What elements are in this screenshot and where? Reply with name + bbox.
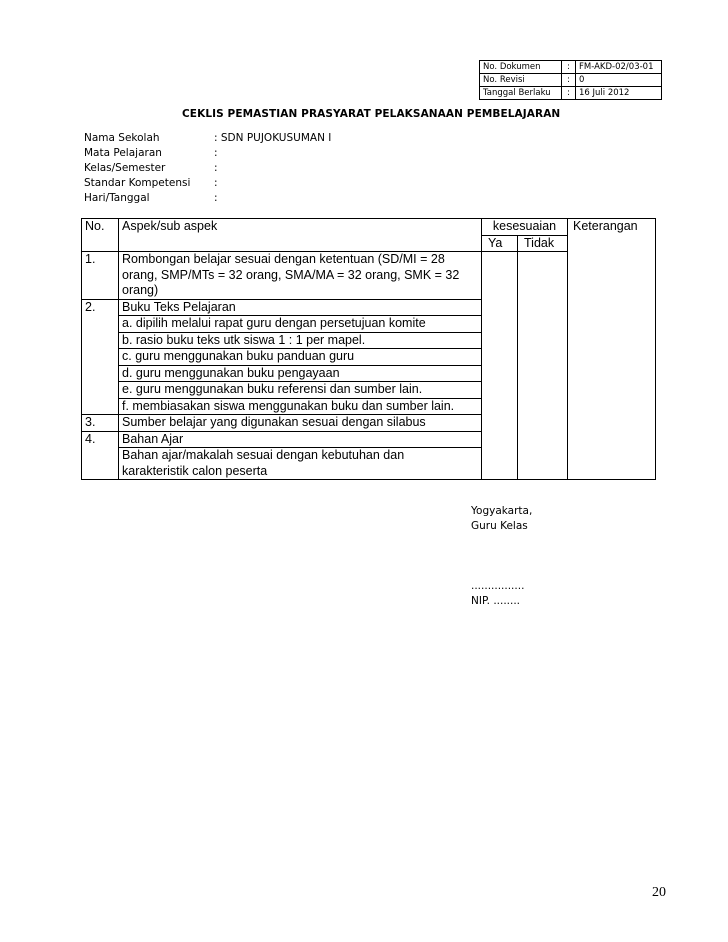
doc-info-colon: : — [562, 87, 576, 100]
signature-city: Yogyakarta, — [471, 505, 533, 517]
table-row — [82, 365, 656, 382]
header-ya: Ya — [482, 235, 518, 252]
identity-label: Hari/Tanggal — [84, 192, 150, 204]
checkbox-ya[interactable] — [482, 415, 518, 432]
checkbox-ya[interactable] — [482, 431, 518, 448]
keterangan-cell[interactable] — [568, 415, 656, 432]
sub-item: b. rasio buku teks utk siswa 1 : 1 per mapel. — [119, 332, 482, 349]
identity-value: : — [214, 177, 218, 189]
table-row — [82, 398, 656, 415]
identity-value: : — [214, 147, 218, 159]
identity-label: Kelas/Semester — [84, 162, 166, 174]
header-kesesuaian: kesesuaian — [482, 219, 568, 236]
identity-value: : SDN PUJOKUSUMAN I — [214, 132, 332, 144]
checkbox-tidak[interactable] — [518, 415, 568, 432]
sub-item: f. membiasakan siswa menggunakan buku dan sumber lain. — [119, 398, 482, 415]
doc-info-key: No. Revisi — [480, 74, 562, 87]
doc-info-colon: : — [562, 61, 576, 74]
identity-label: Nama Sekolah — [84, 132, 160, 144]
table-row — [82, 382, 656, 399]
doc-info-value: FM-AKD-02/03-01 — [576, 61, 662, 74]
doc-info-colon: : — [562, 74, 576, 87]
sub-item: c. guru menggunakan buku panduan guru — [119, 349, 482, 366]
identity-value: : — [214, 162, 218, 174]
sub-item: a. dipilih melalui rapat guru dengan persetujuan komite — [119, 316, 482, 333]
row-text: Sumber belajar yang digunakan sesuai dengan silabus — [119, 415, 482, 432]
checkbox-tidak[interactable] — [518, 299, 568, 316]
header-aspek: Aspek/sub aspek — [119, 219, 482, 252]
doc-info-key: Tanggal Berlaku — [480, 87, 562, 100]
document-info-table — [479, 60, 662, 100]
checkbox-ya[interactable] — [482, 299, 518, 316]
header-no: No. — [82, 219, 119, 252]
checklist-table — [81, 218, 656, 480]
signature-nip: NIP. ........ — [471, 595, 521, 607]
row-number: 3. — [82, 415, 119, 432]
checkbox-ya[interactable] — [482, 252, 518, 300]
signature-role: Guru Kelas — [471, 520, 528, 532]
row-number: 2. — [82, 299, 119, 316]
row-number: 4. — [82, 431, 119, 448]
header-tidak: Tidak — [518, 235, 568, 252]
table-row — [82, 415, 656, 432]
table-header-row — [82, 219, 656, 236]
sub-item: d. guru menggunakan buku pengayaan — [119, 365, 482, 382]
checkbox-tidak[interactable] — [518, 431, 568, 448]
identity-label: Mata Pelajaran — [84, 147, 162, 159]
doc-info-row — [480, 74, 662, 87]
sub-item: e. guru menggunakan buku referensi dan sumber lain. — [119, 382, 482, 399]
table-row — [82, 431, 656, 448]
table-row — [82, 316, 656, 333]
checkbox-tidak[interactable] — [518, 252, 568, 300]
table-row — [82, 299, 656, 316]
document-title: CEKLIS PEMASTIAN PRASYARAT PELAKSANAAN PEMBELAJARAN — [182, 108, 561, 120]
doc-info-key: No. Dokumen — [480, 61, 562, 74]
doc-info-row — [480, 87, 662, 100]
signature-name: ................ — [471, 580, 525, 592]
table-row — [82, 349, 656, 366]
doc-info-row — [480, 61, 662, 74]
sub-item: Bahan ajar/makalah sesuai dengan kebutuhan dan karakteristik calon peserta — [119, 448, 482, 480]
row-text: Bahan Ajar — [119, 431, 482, 448]
table-row — [82, 252, 656, 300]
table-row — [82, 448, 656, 480]
doc-info-value: 0 — [576, 74, 662, 87]
row-text: Rombongan belajar sesuai dengan ketentuan (SD/MI = 28 orang, SMP/MTs = 32 orang, SMA/MA = 32 orang, SMK = 32 orang) — [119, 252, 482, 300]
identity-label: Standar Kompetensi — [84, 177, 191, 189]
header-keterangan: Keterangan — [568, 219, 656, 252]
row-number: 1. — [82, 252, 119, 300]
keterangan-cell[interactable] — [568, 431, 656, 448]
keterangan-cell[interactable] — [568, 252, 656, 300]
page-number: 20 — [652, 885, 666, 900]
keterangan-cell[interactable] — [568, 299, 656, 316]
doc-info-value: 16 Juli 2012 — [576, 87, 662, 100]
row-text: Buku Teks Pelajaran — [119, 299, 482, 316]
table-row — [82, 332, 656, 349]
identity-value: : — [214, 192, 218, 204]
